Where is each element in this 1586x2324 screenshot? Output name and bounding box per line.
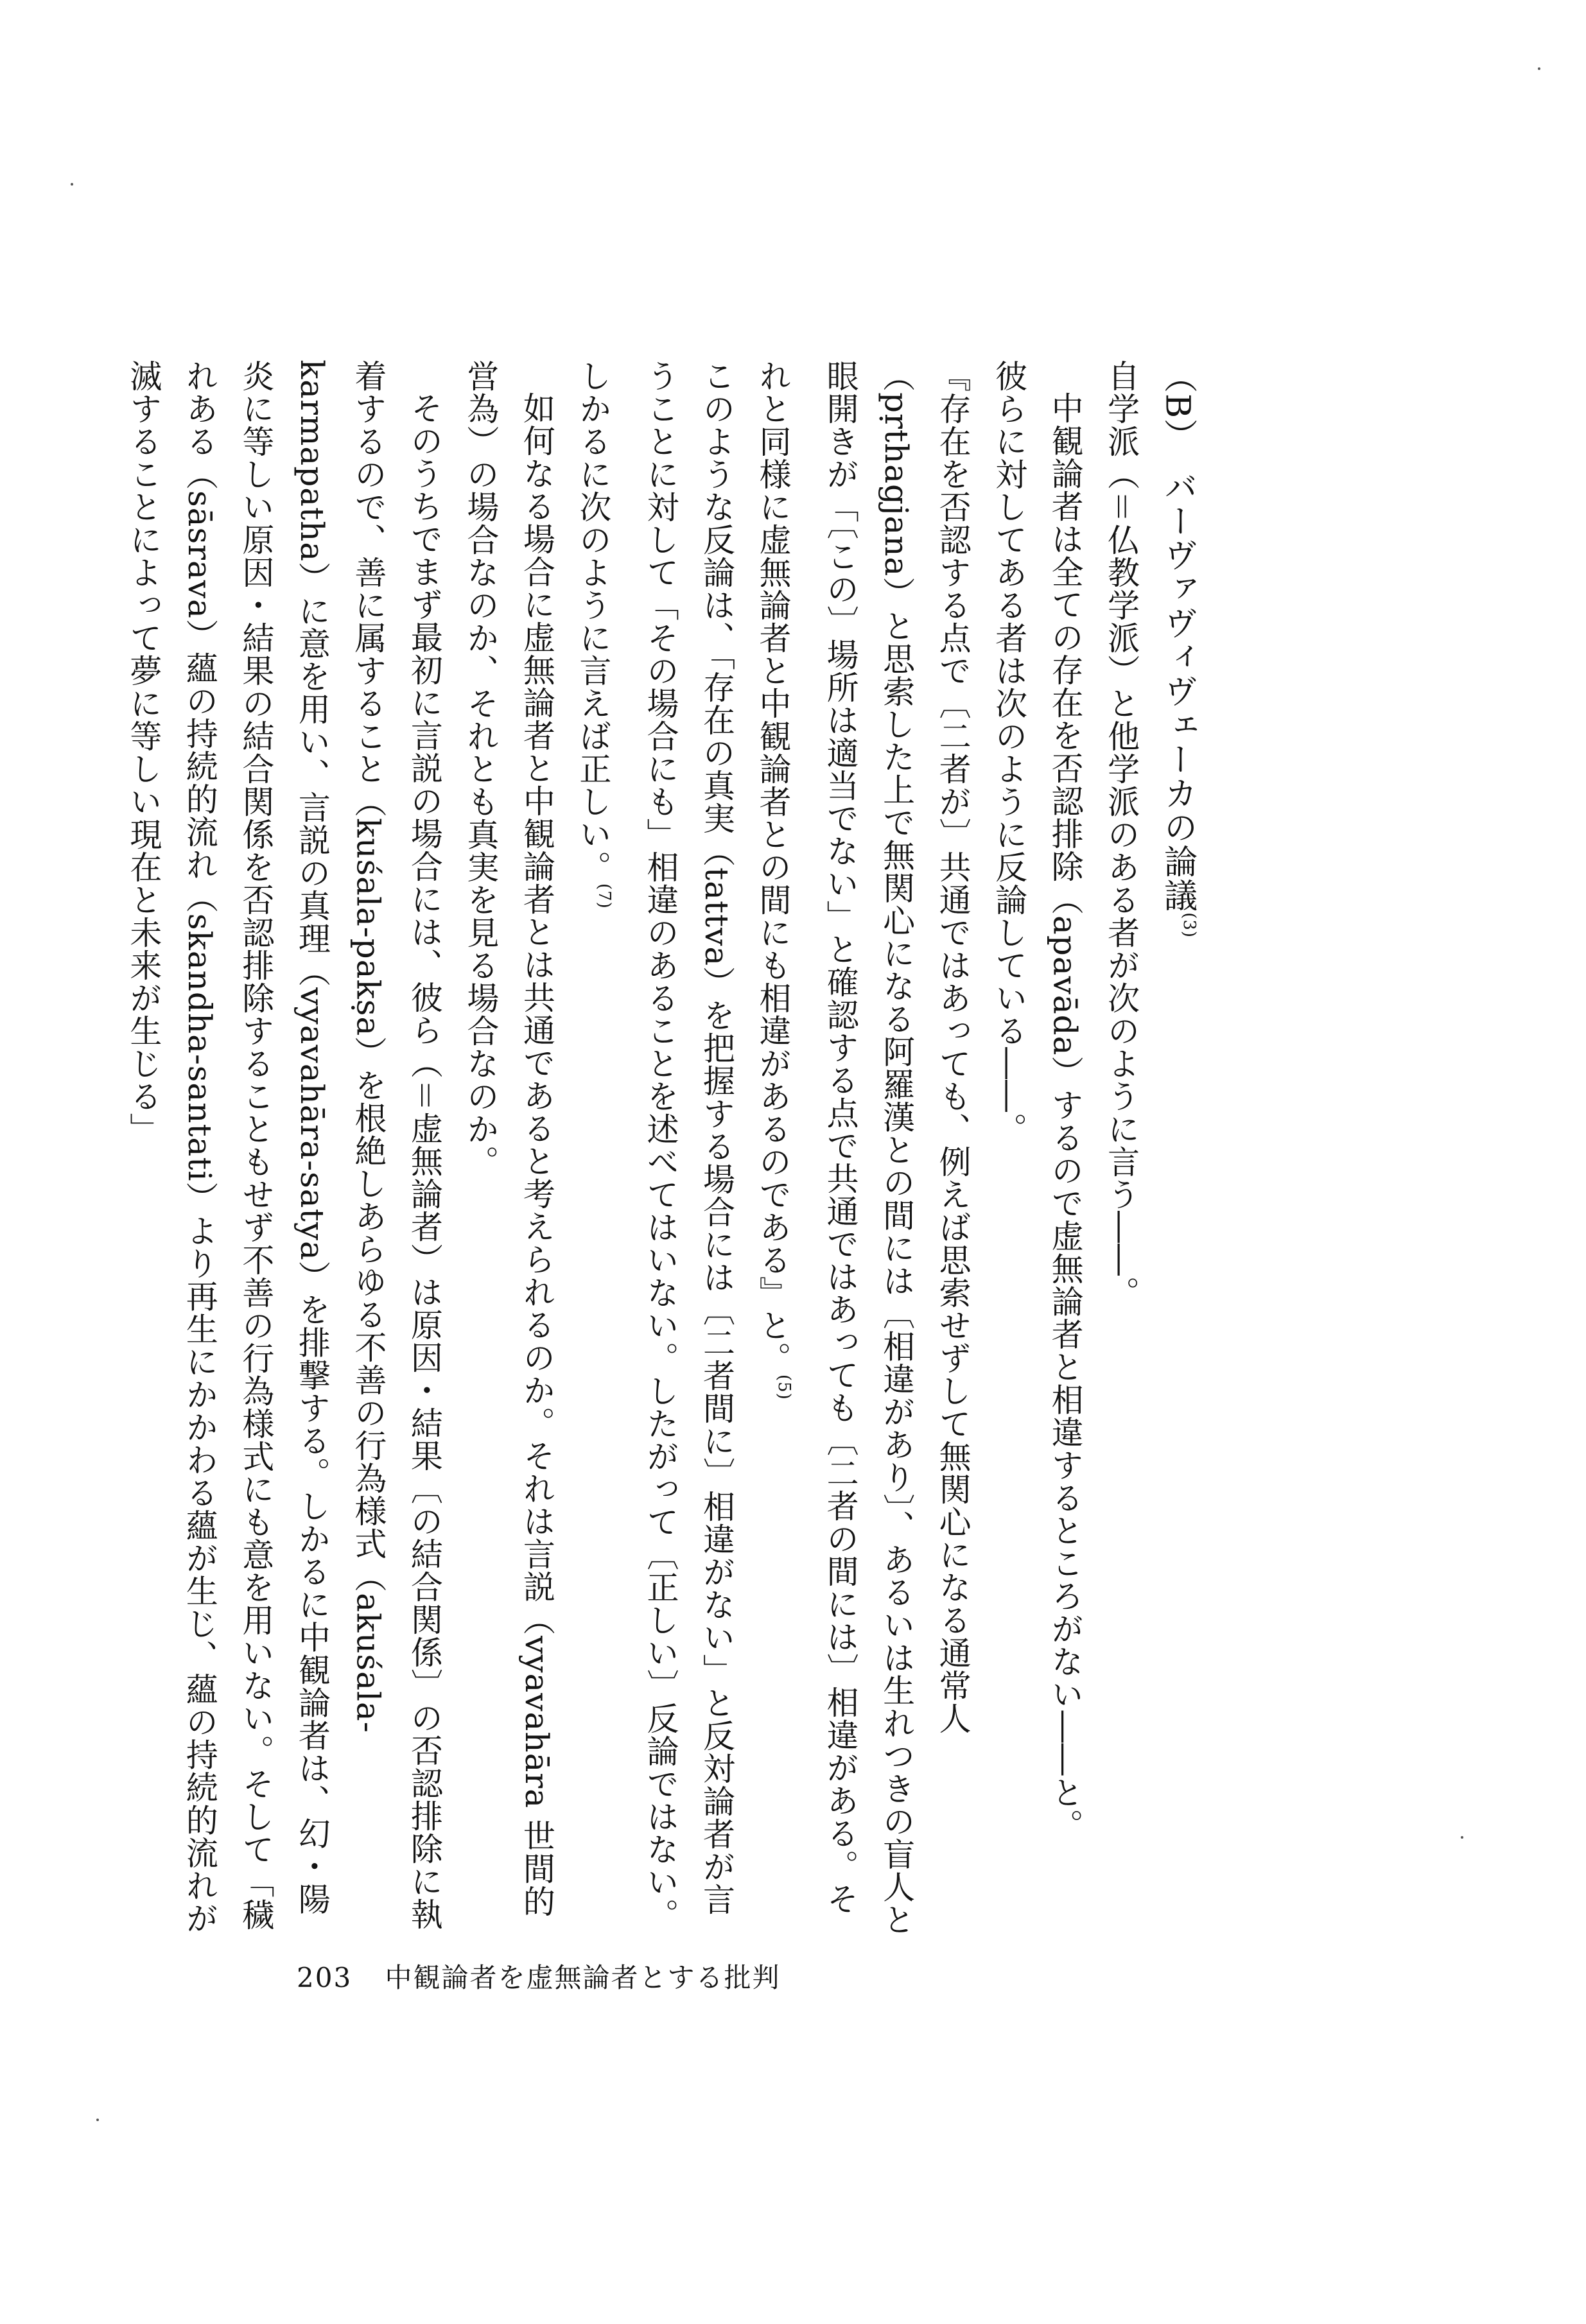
running-title: 中観論者を虚無論者とする批判 [385,1962,781,1993]
note-ref: (5) [774,1374,794,1400]
vertical-text-block [125,360,1217,1945]
scan-speck [1538,67,1540,70]
paragraph: そのうちでまず最初に言説の場合には、彼ら（＝虚無論者）は原因・結果〔の結合関係〕の否認排除に執着するので、善に属すること（kuśala-pakṣa）を根絶しあらゆる不善の行為様式（akuśala-karmapatha）に意を用い、言説の真理（vyavahāra-satya）を排撃する。しかるに中観論者は、幻・陽炎に等しい原因・結果の結合関係を否認排除することもせず不善の行為様式にも意を用いない。そして「穢れある（sāsrava）蘊の持続的流れ（skandha-santati）より再生にかかわる蘊が生じ、蘊の持続的流れが滅することによって夢に等しい現在と未来が生じる」 [125,360,443,1935]
paragraph-text: 『存在を否認する点で〔二者が〕共通ではあっても、例えば思索せずして無関心になる通常人（pṛthagjana）と思索した上で無関心になる阿羅漢との間には〔相違があり〕、あるいは生れつきの盲人と眼開きが「〔この〕場所は適当でない」と確認する点で共通ではあっても〔二者の間には〕相違がある。それと同様に虚無論者と中観論者との間にも相違があるのである』と。 [754,360,972,1936]
page-number: 203 [297,1962,353,1993]
scan-speck [71,183,73,186]
heading-note-ref: (3) [1180,912,1199,939]
section-heading [1149,360,1217,1945]
paragraph-with-note [744,360,980,1945]
paragraph-text: しかるに次のように言えば正しい。 [574,360,612,883]
page-footer [297,1957,781,1995]
paragraph: 自学派（＝仏教学派）と他学派のある者が次のように言う――。 [1102,360,1140,1309]
paragraph: このような反論は、「存在の真実（tattva）を把握する場合には〔二者間に〕相違がない」と反対論者が言うことに対して「その場合にも」相違のあることを述べてはいない。したがって〔正しい〕反論ではない。 [641,360,736,1931]
scan-speck [1461,1836,1463,1839]
section-heading-text: （B） バーヴァヴィヴェーカの論議 [1158,360,1197,913]
paragraph-with-note [564,360,632,1945]
note-ref: (7) [595,883,614,909]
paragraph: 彼らに対してある者は次のように反論している――。 [990,360,1028,1145]
scan-speck [96,2119,99,2121]
paragraph: 中観論者は全ての存在を否認排除（apavāda）するので虚無論者と相違するところがない――と。 [1046,392,1084,1842]
paragraph: 如何なる場合に虚無論者と中観論者とは共通であると考えられるのか。それは言説（vyavahāra 世間的営為）の場合なのか、それとも真実を見る場合なのか。 [462,360,555,1918]
